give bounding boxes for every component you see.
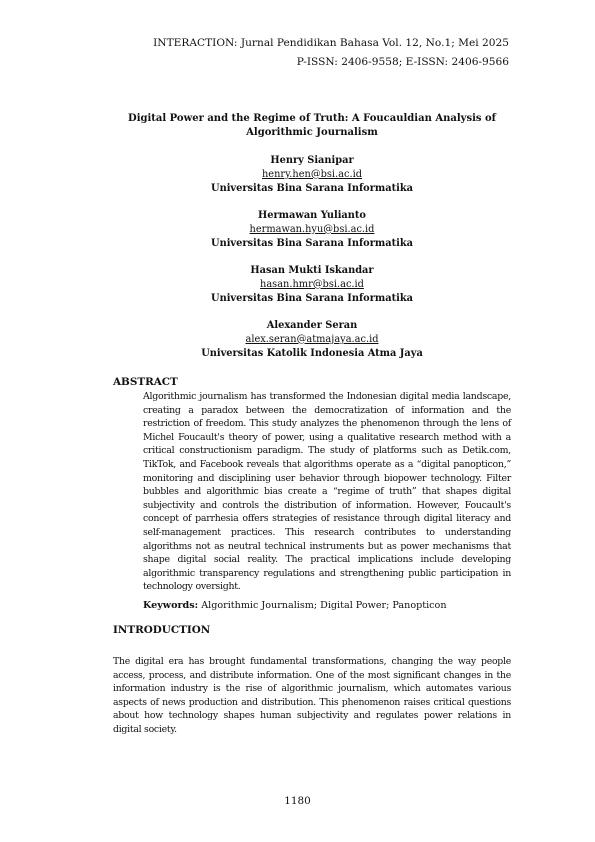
introduction-text: The digital era has brought fundamental transformations, changing the way people access, process, and distribute information. One of the most significant changes in the information industry is the rise of algorithmic journalism, which automates various aspects of news production and distribution. This phenomenon raises critical questions about how technology shapes human subjectivity and regulates power relations in digital society. [113,656,511,735]
author-email[interactable]: hasan.hmr@bsi.ac.id [260,278,364,290]
author-email[interactable]: henry.hen@bsi.ac.id [261,168,363,180]
author-name: Alexander Seran [266,320,358,331]
author-email[interactable]: hermawan.hyu@bsi.ac.id [249,223,375,235]
author-email[interactable]: alex.seran@atmajaya.ac.id [245,333,379,345]
keywords-text: Algorithmic Journalism; Digital Power; Panopticon [201,600,447,611]
author-affiliation: Universitas Bina Sarana Informatika [211,292,413,304]
author-name: Henry Sianipar [270,155,354,166]
author-block [110,209,514,250]
author-name: Hermawan Yulianto [258,210,366,221]
journal-header-line: INTERACTION: Jurnal Pendidikan Bahasa Vol. 12, No.1; Mei 2025 [153,37,509,49]
page-number: 1180 [284,795,311,807]
author-block [110,264,514,305]
author-affiliation: Universitas Bina Sarana Informatika [211,182,413,194]
abstract-text: Algorithmic journalism has transformed the Indonesian digital media landscape, creating a paradox between the democratization of information and the restriction of freedom. This study analyzes the phenomenon through the lens of Michel Foucault's theory of power, using a qualitative research method with a critical constructionism paradigm. The study of platforms such as Detik.com, TikTok, and Facebook reveals that algorithms operate as a “digital panopticon,” monitoring and disciplining user behavior through biopower technology. Filter bubbles and algorithmic bias create a “regime of truth” that shapes digital subjectivity and controls the distribution of information. However, Foucault's concept of parrhesia offers strategies of resistance through digital literacy and self-management practices. This research contributes to understanding algorithms not as neutral technical instruments but as power mechanisms that shape digital social reality. The practical implications include developing algorithmic transparency regulations and strengthening public participation in technology oversight. [143,391,511,593]
author-block [110,319,514,360]
paper-title: Digital Power and the Regime of Truth: A Foucauldian Analysis of Algorithmic Journalism [128,113,496,138]
keywords-line [143,599,511,613]
introduction-heading: INTRODUCTION [113,624,211,636]
author-affiliation: Universitas Katolik Indonesia Atma Jaya [201,347,423,359]
keywords-label: Keywords: [143,600,199,611]
author-affiliation: Universitas Bina Sarana Informatika [211,237,413,249]
issn-header-line: P-ISSN: 2406-9558; E-ISSN: 2406-9566 [296,56,509,68]
author-name: Hasan Mukti Iskandar [250,265,374,276]
author-block [110,154,514,195]
abstract-heading: ABSTRACT [113,376,178,388]
